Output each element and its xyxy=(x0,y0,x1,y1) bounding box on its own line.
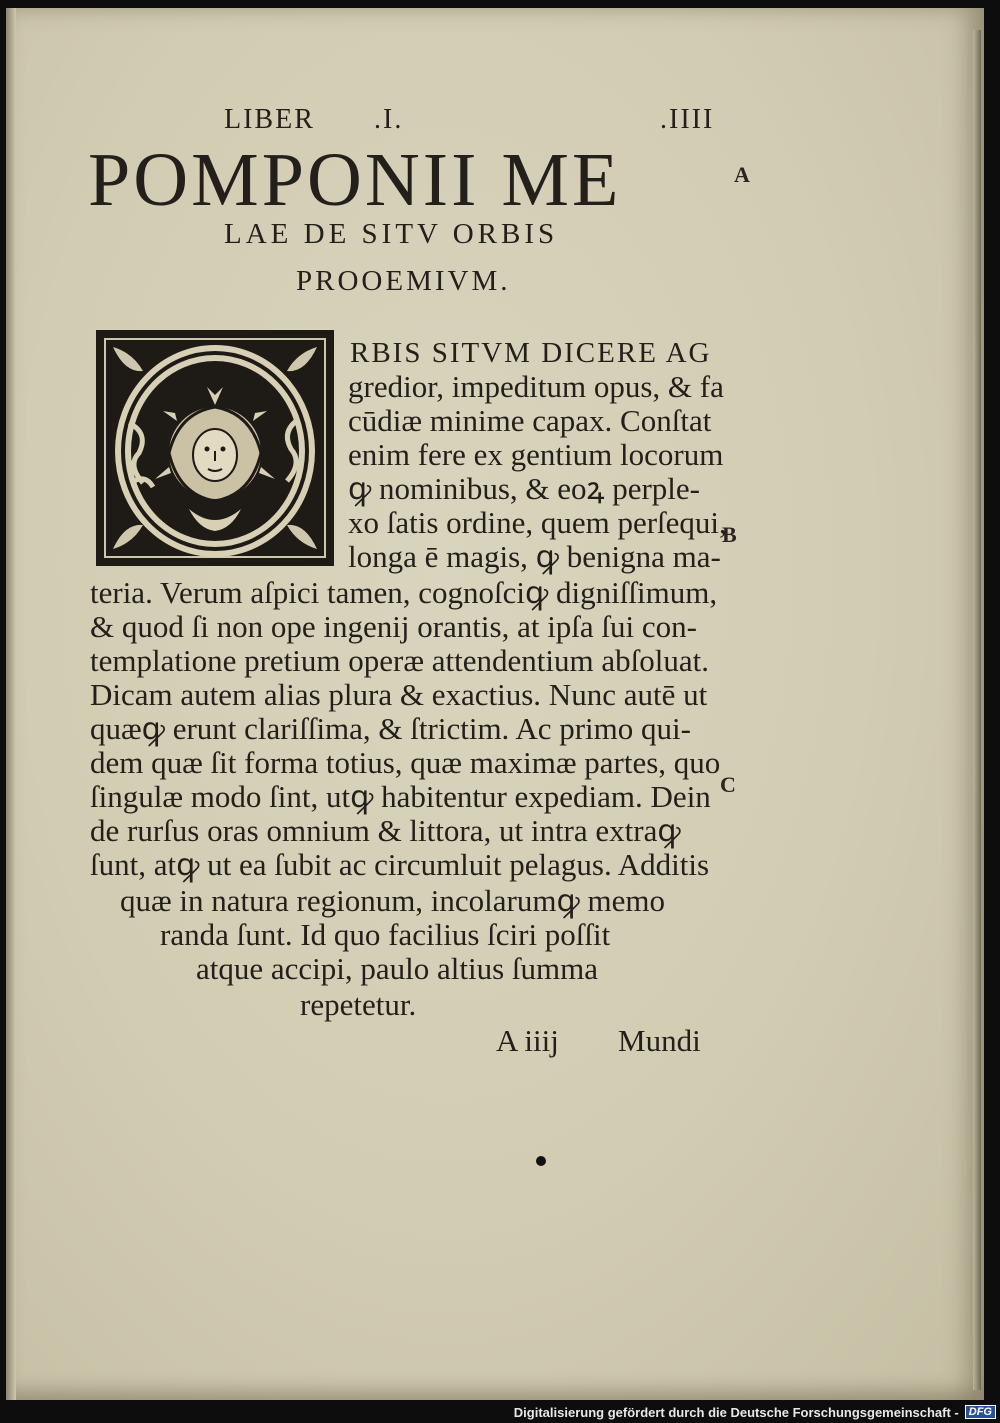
footer-credit xyxy=(514,1403,996,1421)
text-line-7: longa ē magis, ꝙ benigna ma- xyxy=(348,539,721,574)
text-line-9: & quod ſi non ope ingenij orantis, at ipſa ſui con- xyxy=(90,609,697,644)
text-line-11: Dicam autem alias plura & exactius. Nunc autē ut xyxy=(90,677,708,712)
page-edge xyxy=(973,30,981,1390)
text-line-14: ſingulæ modo ſint, utꝙ habitentur expediam. Dein xyxy=(90,779,711,814)
text-line-4: enim fere ex gentium locorum xyxy=(348,437,724,472)
text-line-8: teria. Verum aſpici tamen, cognoſciꝙ digniſſimum, xyxy=(90,575,718,610)
text-line-19: atque accipi, paulo altius ſumma xyxy=(196,951,599,986)
text-line-13: dem quæ ſit forma totius, quæ maximæ partes, quo xyxy=(90,745,721,780)
running-head xyxy=(224,104,734,140)
page-subtitle: LAE DE SITV ORBIS xyxy=(224,218,559,250)
text-line-17: quæ in natura regionum, incolarumꝙ memo xyxy=(120,883,665,918)
folio-number: .IIII xyxy=(660,104,715,135)
decorated-initial xyxy=(96,330,334,566)
signature-mark: A iiij xyxy=(496,1023,559,1058)
text-line-16: ſunt, atꝙ ut ea ſubit ac circumluit pelagus. Additis xyxy=(90,847,710,882)
text-line-10: templatione pretium operæ attendentium abſoluat. xyxy=(90,643,709,678)
page-title: POMPONII ME xyxy=(88,138,622,222)
text-line-12: quæꝙ erunt clariſſima, & ſtrictim. Ac primo qui- xyxy=(90,711,691,746)
woodcut-initial-icon xyxy=(99,333,331,563)
text-line-2: gredior, impeditum opus, & fa xyxy=(348,369,724,404)
running-head-center: .I. xyxy=(374,104,404,135)
page-gutter-shadow xyxy=(6,8,16,1400)
text-line-15: de rurſus oras omnium & littora, ut intra extraꝙ xyxy=(90,813,681,848)
margin-letter-a: A xyxy=(734,162,750,187)
section-heading: PROOEMIVM. xyxy=(296,265,511,297)
text-line-18: randa ſunt. Id quo facilius ſciri poſſit xyxy=(160,917,611,952)
ink-dot xyxy=(536,1156,546,1166)
margin-letter-b: B xyxy=(722,522,737,547)
text-line-5: ꝙ nominibus, & eoꝝ perple- xyxy=(348,471,701,506)
text-line-1: RBIS SITVM DICERE AG xyxy=(350,337,712,369)
running-head-left: LIBER xyxy=(224,104,315,135)
dfg-logo: DFG xyxy=(965,1405,996,1419)
text-line-3: cūdiæ minime capax. Conſtat xyxy=(348,403,712,438)
text-line-20: repetetur. xyxy=(300,987,417,1022)
margin-letter-c: C xyxy=(720,772,736,797)
text-line-6: xo ſatis ordine, quem perſequi, xyxy=(348,505,727,540)
footer-credit-text: Digitalisierung gefördert durch die Deutsche Forschungsgemeinschaft - xyxy=(513,1404,959,1420)
catchword: Mundi xyxy=(618,1023,701,1058)
